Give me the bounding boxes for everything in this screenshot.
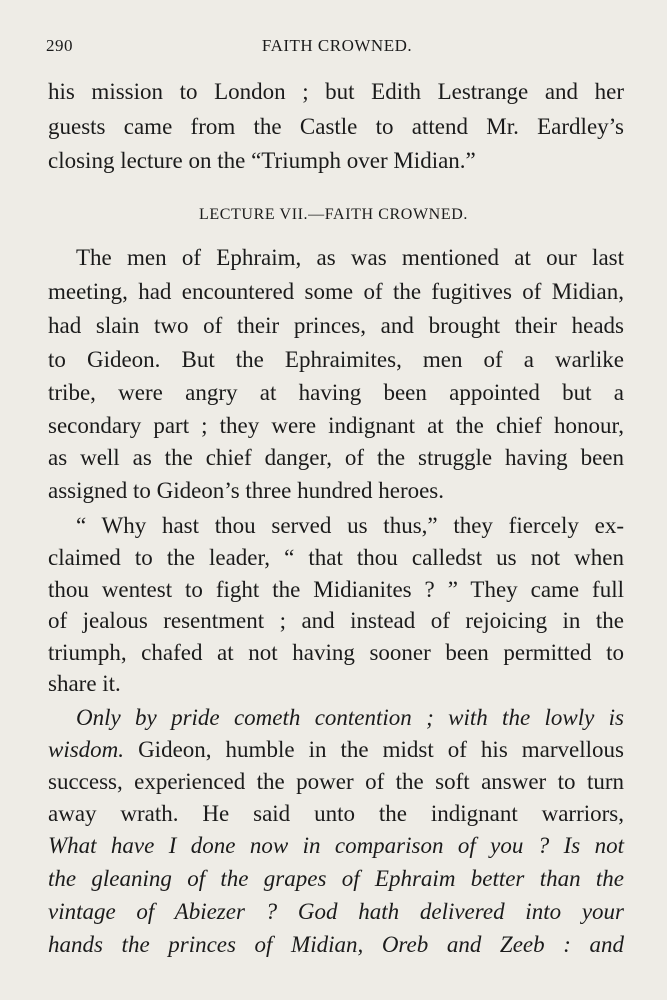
text-line: guests came from the Castle to attend Mr. Eardley’s bbox=[48, 114, 624, 139]
italic-phrase: wisdom. bbox=[48, 737, 125, 762]
text-line-italic: What have I done now in comparison of you ? Is not bbox=[48, 833, 624, 858]
text-line-italic: the gleaning of the grapes of Ephraim better than the bbox=[48, 866, 624, 891]
text-line: of jealous resentment ; and instead of rejoicing in the bbox=[48, 608, 624, 633]
text-line-italic: Only by pride cometh contention ; with the lowly is bbox=[76, 705, 624, 730]
text-line: tribe, were angry at having been appointed but a bbox=[48, 380, 624, 405]
text-line: claimed to the leader, “ that thou calledst us not when bbox=[48, 545, 624, 570]
text-line: had slain two of their princes, and brought their heads bbox=[48, 313, 624, 338]
text-line-italic: vintage of Abiezer ? God hath delivered into your bbox=[48, 899, 624, 924]
page-number: 290 bbox=[46, 36, 73, 55]
text-line: triumph, chafed at not having sooner been permitted to bbox=[48, 640, 624, 665]
text-line: closing lecture on the “Triumph over Midian.” bbox=[48, 148, 476, 173]
text-line: to Gideon. But the Ephraimites, men of a warlike bbox=[48, 347, 624, 372]
roman-phrase: Gideon, humble in the midst of his marvellous bbox=[124, 737, 624, 762]
text-line: secondary part ; they were indignant at the chief honour, bbox=[48, 413, 624, 438]
text-line: as well as the chief danger, of the struggle having been bbox=[48, 445, 624, 470]
text-line: “ Why hast thou served us thus,” they fiercely ex- bbox=[76, 513, 624, 538]
text-line bbox=[48, 735, 624, 765]
text-line: success, experienced the power of the soft answer to turn bbox=[48, 769, 624, 794]
text-line: thou wentest to fight the Midianites ? ” They came full bbox=[48, 577, 624, 602]
running-title: FAITH CROWNED. bbox=[261, 36, 413, 55]
running-head bbox=[46, 36, 628, 58]
text-line: The men of Ephraim, as was mentioned at our last bbox=[76, 245, 624, 270]
text-line: away wrath. He said unto the indignant warriors, bbox=[48, 801, 624, 826]
text-line: share it. bbox=[48, 671, 121, 696]
text-line: meeting, had encountered some of the fugitives of Midian, bbox=[48, 279, 624, 304]
section-heading: LECTURE VII.—FAITH CROWNED. bbox=[199, 206, 468, 223]
text-line: assigned to Gideon’s three hundred heroes. bbox=[48, 478, 445, 503]
text-line: his mission to London ; but Edith Lestrange and her bbox=[48, 79, 624, 104]
text-line-italic: hands the princes of Midian, Oreb and Zeeb : and bbox=[48, 932, 624, 957]
